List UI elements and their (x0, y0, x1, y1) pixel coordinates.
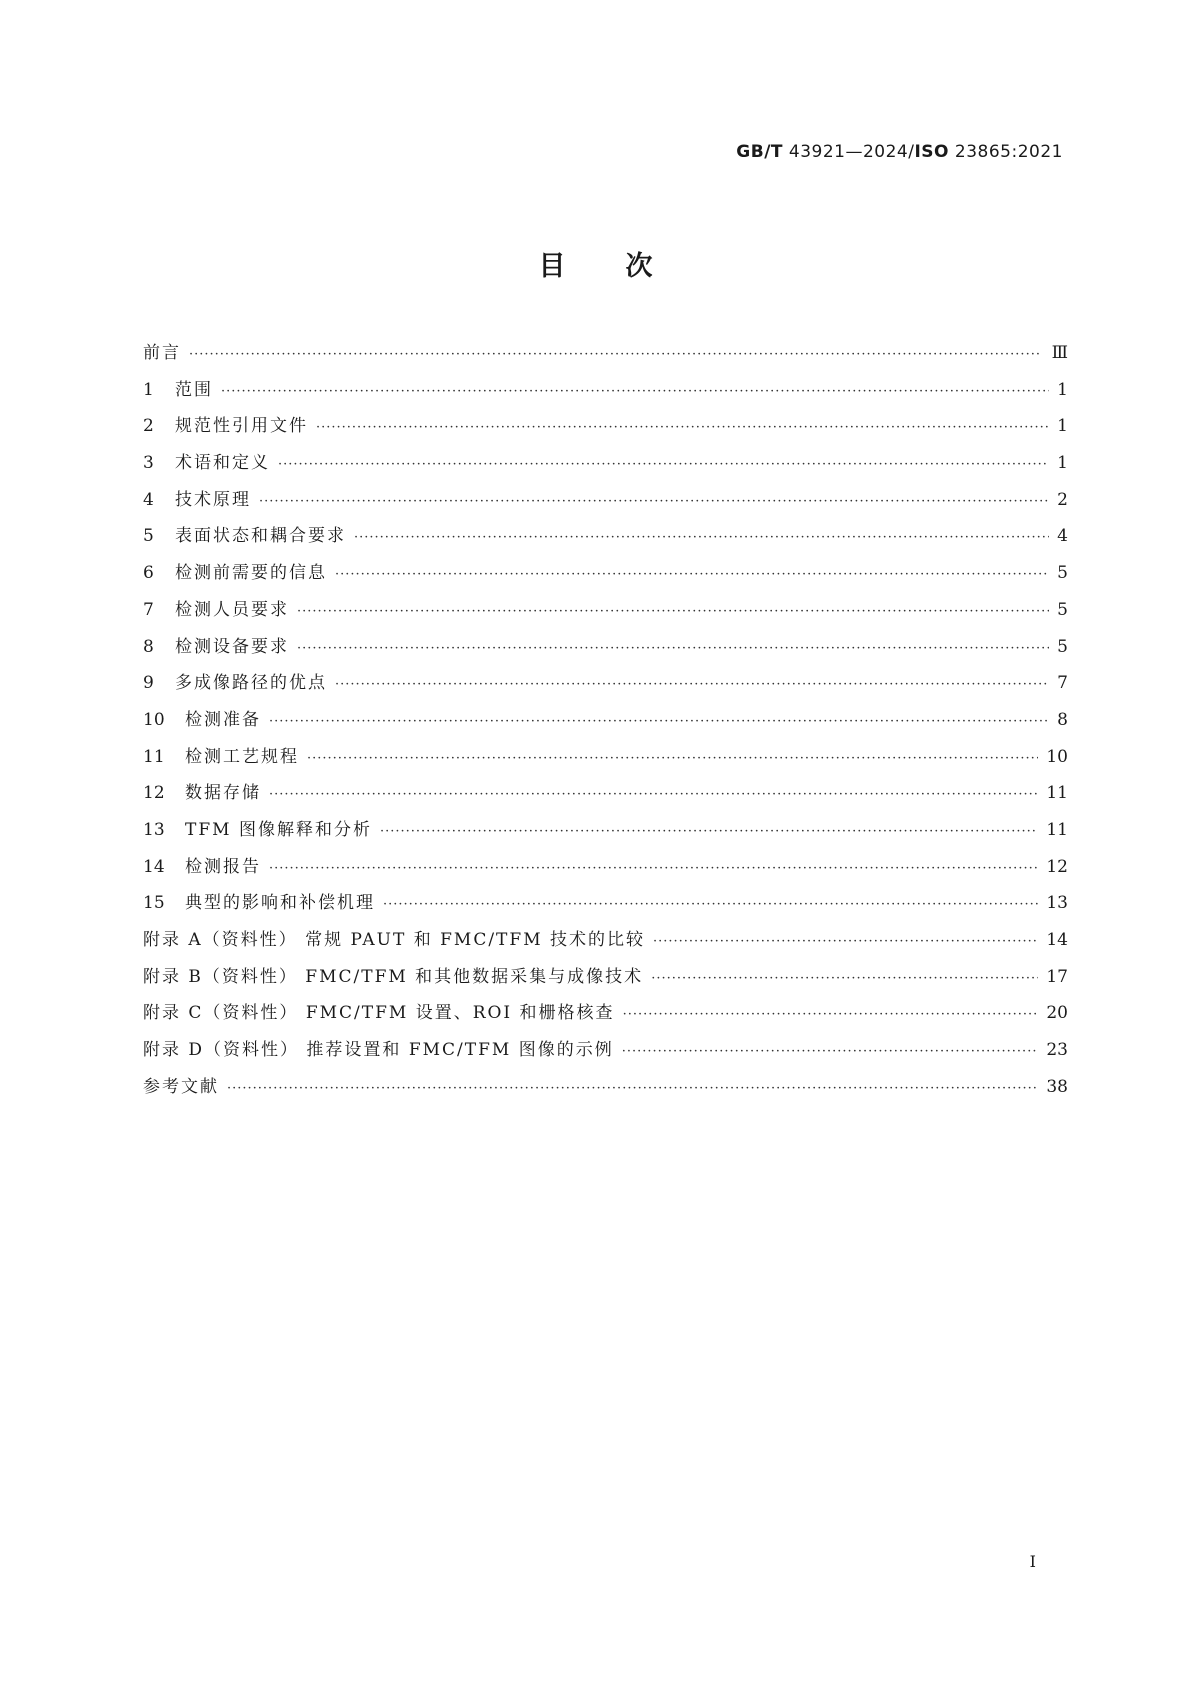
toc-entry-number: 1 (143, 379, 154, 400)
toc-entry-page: 38 (1046, 1076, 1068, 1097)
toc-dot-leader (335, 567, 1049, 582)
toc-entry-number: 13 (143, 819, 165, 840)
toc-entry[interactable] (143, 925, 1068, 962)
toc-entry-page: 13 (1046, 893, 1068, 914)
toc-entry-label: 数据存储 (185, 783, 261, 804)
toc-entry-label: 附录 B（资料性） FMC/TFM 和其他数据采集与成像技术 (143, 966, 644, 987)
toc-entry-number: 10 (143, 709, 165, 730)
toc-entry-page: 11 (1046, 819, 1068, 840)
toc-entry[interactable] (143, 411, 1068, 448)
toc-entry-page: 12 (1046, 856, 1068, 877)
toc-entry[interactable] (143, 1072, 1068, 1109)
toc-entry-label: 检测工艺规程 (185, 746, 299, 767)
toc-entry-label: 范围 (175, 379, 213, 400)
toc-entry-page: 14 (1046, 930, 1068, 950)
toc-entry-page: 1 (1057, 379, 1068, 400)
toc-entry[interactable] (143, 668, 1068, 705)
toc-entry[interactable] (143, 632, 1068, 669)
toc-entry-label: 表面状态和耦合要求 (175, 526, 346, 547)
toc-dot-leader (653, 934, 1038, 949)
toc-entry[interactable] (143, 595, 1068, 632)
toc-entry-label: 附录 A（资料性） 常规 PAUT 和 FMC/TFM 技术的比较 (143, 930, 645, 950)
toc-entry-page: 17 (1046, 966, 1068, 987)
toc-entry-number: 7 (143, 599, 154, 620)
toc-dot-leader (269, 861, 1038, 876)
toc-entry-number: 3 (143, 453, 154, 474)
toc-entry-label: 检测准备 (185, 709, 261, 730)
page-number: I (1029, 1552, 1036, 1571)
toc-dot-leader (380, 824, 1038, 839)
toc-dot-leader (221, 384, 1049, 399)
table-of-contents (143, 338, 1068, 1108)
toc-entry-number: 9 (143, 673, 154, 694)
toc-entry-number: 8 (143, 636, 154, 657)
toc-dot-leader (227, 1081, 1038, 1096)
toc-entry[interactable] (143, 1035, 1068, 1072)
toc-entry-label: 附录 C（资料性） FMC/TFM 设置、ROI 和栅格核查 (143, 1003, 615, 1024)
standard-code-iso: ISO (914, 142, 950, 162)
toc-dot-leader (316, 420, 1049, 435)
toc-entry[interactable] (143, 998, 1068, 1035)
toc-entry[interactable] (143, 375, 1068, 412)
toc-entry-page: 5 (1057, 599, 1068, 620)
toc-entry[interactable] (143, 338, 1068, 375)
standard-code (736, 142, 1063, 162)
standard-code-number: 43921—2024/ (783, 142, 915, 162)
toc-entry-page: 23 (1046, 1040, 1068, 1061)
toc-entry-number: 14 (143, 856, 165, 877)
toc-entry-page: Ⅲ (1051, 343, 1068, 363)
toc-entry-label: 典型的影响和补偿机理 (185, 893, 375, 914)
toc-entry-page: 2 (1057, 489, 1068, 510)
toc-entry[interactable] (143, 448, 1068, 485)
toc-entry[interactable] (143, 815, 1068, 852)
page-title: 目次 (538, 251, 713, 282)
toc-entry[interactable] (143, 888, 1068, 925)
toc-entry-number: 5 (143, 526, 154, 547)
toc-entry-number: 15 (143, 893, 165, 914)
toc-entry[interactable] (143, 521, 1068, 558)
toc-entry-label: TFM 图像解释和分析 (185, 819, 372, 840)
toc-entry-label: 参考文献 (143, 1076, 219, 1097)
toc-dot-leader (354, 530, 1049, 545)
toc-dot-leader (269, 714, 1049, 729)
toc-entry-label: 检测设备要求 (175, 636, 289, 657)
toc-entry[interactable] (143, 485, 1068, 522)
toc-entry-number: 2 (143, 416, 154, 437)
toc-entry-page: 4 (1057, 526, 1068, 547)
toc-dot-leader (651, 971, 1038, 986)
toc-entry[interactable] (143, 558, 1068, 595)
toc-entry-page: 11 (1046, 783, 1068, 804)
toc-entry[interactable] (143, 778, 1068, 815)
toc-dot-leader (307, 751, 1038, 766)
toc-dot-leader (383, 897, 1038, 912)
toc-dot-leader (259, 494, 1049, 509)
toc-dot-leader (297, 604, 1049, 619)
toc-entry-label: 多成像路径的优点 (175, 673, 327, 694)
toc-entry-label: 前言 (143, 343, 181, 363)
toc-dot-leader (335, 677, 1049, 692)
toc-entry-page: 5 (1057, 563, 1068, 584)
standard-code-iso-number: 23865:2021 (949, 142, 1063, 162)
standard-code-gbt: GB/T (736, 142, 783, 162)
toc-entry-page: 20 (1046, 1003, 1068, 1024)
toc-entry-label: 附录 D（资料性） 推荐设置和 FMC/TFM 图像的示例 (143, 1040, 614, 1061)
toc-dot-leader (622, 1044, 1039, 1059)
toc-entry-page: 10 (1046, 746, 1068, 767)
toc-entry-page: 1 (1057, 416, 1068, 437)
toc-dot-leader (297, 641, 1049, 656)
toc-entry[interactable] (143, 705, 1068, 742)
toc-entry-page: 5 (1057, 636, 1068, 657)
toc-entry-page: 8 (1057, 709, 1068, 730)
toc-entry-label: 规范性引用文件 (175, 416, 308, 437)
toc-dot-leader (623, 1007, 1039, 1022)
toc-entry-label: 检测人员要求 (175, 599, 289, 620)
toc-dot-leader (189, 347, 1044, 362)
toc-entry[interactable] (143, 852, 1068, 889)
toc-entry-number: 12 (143, 783, 165, 804)
toc-entry-label: 技术原理 (175, 489, 251, 510)
toc-entry-number: 4 (143, 489, 154, 510)
toc-dot-leader (278, 457, 1049, 472)
toc-entry-number: 6 (143, 563, 154, 584)
toc-dot-leader (269, 787, 1038, 802)
toc-entry[interactable] (143, 742, 1068, 779)
toc-entry-page: 1 (1057, 453, 1068, 474)
toc-entry-page: 7 (1057, 673, 1068, 694)
toc-entry[interactable] (143, 962, 1068, 999)
toc-entry-label: 检测报告 (185, 856, 261, 877)
toc-entry-number: 11 (143, 746, 165, 767)
toc-entry-label: 检测前需要的信息 (175, 563, 327, 584)
toc-entry-label: 术语和定义 (175, 453, 270, 474)
